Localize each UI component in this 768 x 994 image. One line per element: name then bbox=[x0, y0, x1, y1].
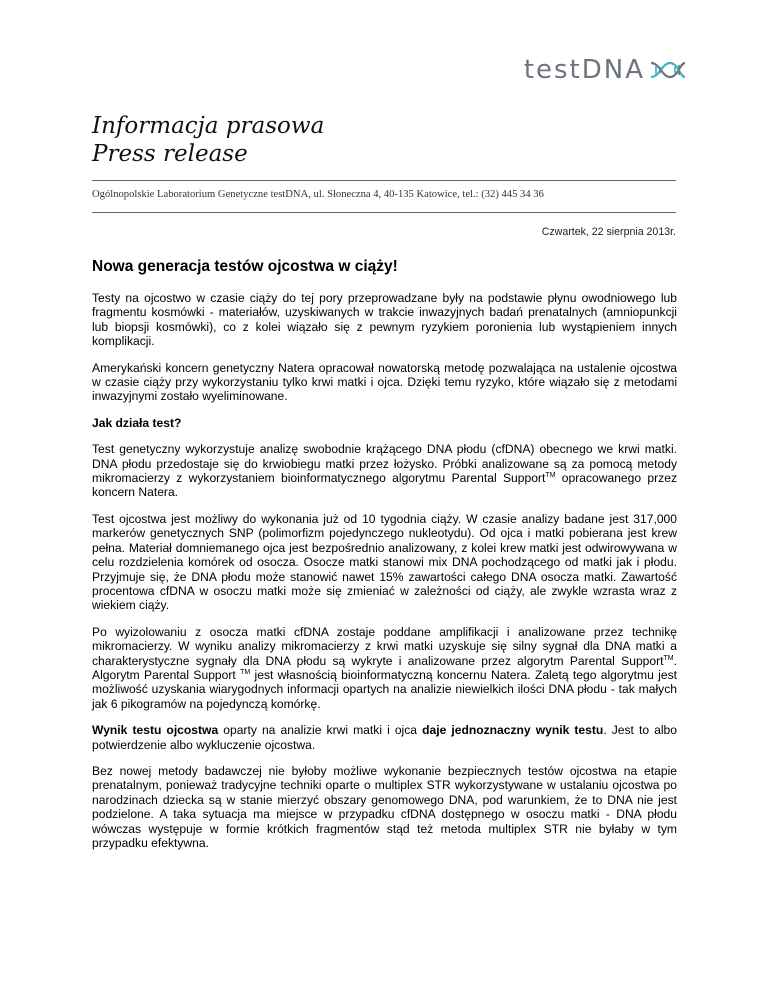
result-text-mid: oparty na analizie krwi matki i ojca bbox=[218, 723, 423, 738]
result-bold-1: Wynik testu ojcostwa bbox=[92, 723, 219, 738]
paragraph-procedure: Test ojcostwa jest możliwy do wykonania już od 10 tygodnia ciąży. W czasie analizy badane jest 317,000 markerów genetycznych SNP (polimorfizm pojedynczego nukleotydu). Od ojca i matki pobierana jest krew pełna. Materiał domniemanego ojca jest bezpośrednio analizowany, z kolei krew matki jest odwirowywana w celu rozdzielenia komórek od osocza. Osocze matki stanowi mix DNA pochodzącego od matki jak i płodu. Przyjmuje się, że DNA płodu może stanowić nawet 15% zawartości całego DNA osocza matki. Zawartość procentowa cfDNA w osoczu matki może się zmieniać w zależności od ciąży, ale zwykle wzrasta wraz z wiekiem ciąży. bbox=[92, 511, 677, 613]
article-body bbox=[92, 257, 677, 862]
result-text-end: . Jest to albo potwierdzenie albo wykluczenie ojcostwa. bbox=[92, 723, 678, 752]
paragraph-conclusion: Bez nowej metody badawczej nie byłoby możliwe wykonanie bezpiecznych testów ojcostwa na etapie prenatalnym, ponieważ tradycyjne techniki oparte o multiplex STR wykorzystywane w ustalaniu ojcostwa po narodzinach dziecka są w stanie mierzyć obszary genomowego DNA, pod warunkiem, że to DNA nie jest podzielone. A taka sytuacja ma miejsce w przypadku cfDNA dostępnego w osoczu matki - DNA płodu wówczas występuje w formie krótkich fragmentów stąd też metoda multiplex STR nie byłaby w tym przypadku efektywna. bbox=[92, 763, 677, 850]
trademark-mark: TM bbox=[240, 668, 251, 676]
subheading-how-it-works: Jak działa test? bbox=[92, 415, 182, 430]
company-logo bbox=[524, 55, 686, 85]
paragraph-natera: Amerykański koncern genetyczny Natera opracował nowatorską metodę pozwalająca na ustalenie ojcostwa w czasie ciąży przy wykorzystaniu tylko krwi matki i ojca. Dzięki temu ryzyko, które wiązało się z metodami inwazyjnymi zostało wyeliminowane. bbox=[92, 360, 677, 404]
method-text: Test genetyczny wykorzystuje analizę swobodnie krążącego DNA płodu (cfDNA) obecnego we krwi matki. DNA płodu przedostaje się do krwiobiegu matki przez łożysko. Próbki analizowane są za pomocą metody mikromacierzy z wykorzystaniem bioinformatycznego algorytmu Parental Support bbox=[92, 442, 677, 486]
lab-address: Ogólnopolskie Laboratorium Genetyczne testDNA, ul. Słoneczna 4, 40-135 Katowice, tel.: (32) 445 34 36 bbox=[92, 189, 544, 200]
trademark-mark: TM bbox=[545, 472, 556, 480]
paragraph-method bbox=[92, 442, 677, 500]
page-title bbox=[92, 112, 324, 168]
method-text-tail: opracowanego przez koncern Natera. bbox=[92, 471, 677, 500]
article-heading: Nowa generacja testów ojcostwa w ciąży! bbox=[92, 258, 398, 275]
paragraph-analysis bbox=[92, 625, 677, 711]
divider-bottom bbox=[92, 212, 676, 213]
logo-wordmark: testDNA bbox=[523, 55, 645, 85]
analysis-text-3: jest własnością bioinformatyczną koncernu Natera. Zaletą tego algorytmu jest możliwość uzyskania wiarygodnych informacji opartych na analizie niewielkich ilości DNA płodu - tak małych jak 6 pikogramów na pojedynczą komórkę. bbox=[92, 667, 677, 711]
paragraph-result bbox=[92, 723, 677, 752]
result-bold-2: daje jednoznaczny wynik testu bbox=[422, 723, 604, 738]
release-date: Czwartek, 22 sierpnia 2013r. bbox=[541, 226, 676, 238]
title-english: Press release bbox=[92, 141, 248, 167]
trademark-mark: TM bbox=[663, 654, 674, 662]
analysis-text-2: . Algorytm Parental Support bbox=[92, 653, 677, 682]
title-polish: Informacja prasowa bbox=[92, 113, 325, 139]
analysis-text-1: Po wyizolowaniu z osocza matki cfDNA zostaje poddane amplifikacji i analizowane przez technikę mikromacierzy. W wyniku analizy mikromacierzy z krwi matki uzyskuje się silny sygnał dla DNA matki a charakterystyczne sygnały dla DNA płodu są wykryte i analizowane przez algorytm Parental Support bbox=[92, 624, 677, 668]
paragraph-intro: Testy na ojcostwo w czasie ciąży do tej pory przeprowadzane były na podstawie płynu owodniowego lub fragmentu kosmówki - materiałów, uzyskiwanych w trakcie inwazyjnych badań prenatalnych (amniopunkcji lub biopsji kosmówki), co z kolei wiązało się z pewnym ryzykiem poronienia lub wystąpieniem innych komplikacji. bbox=[92, 291, 677, 349]
divider-top bbox=[92, 180, 676, 181]
dna-helix-icon bbox=[650, 59, 686, 81]
